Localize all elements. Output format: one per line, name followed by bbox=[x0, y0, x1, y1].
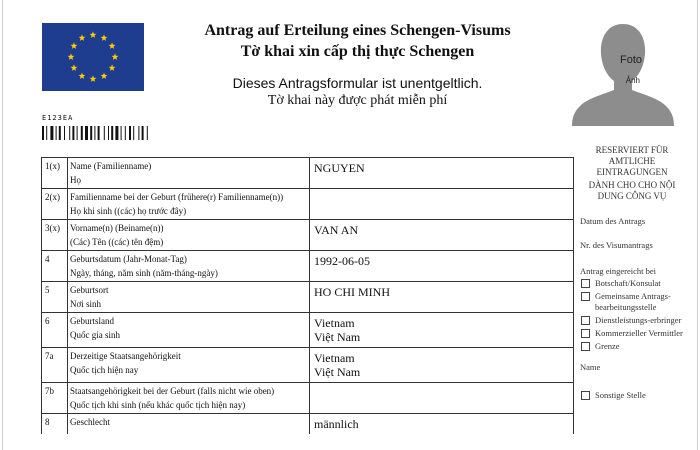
page-edge-right bbox=[697, 0, 698, 450]
field-label bbox=[68, 383, 310, 413]
photo-placeholder bbox=[570, 18, 676, 126]
eu-stars-icon bbox=[42, 23, 144, 91]
form-row bbox=[42, 282, 573, 313]
field-label-german: Geburtsdatum (Jahr-Monat-Tag) bbox=[70, 254, 187, 264]
checkbox[interactable] bbox=[581, 279, 590, 288]
photo-label-german: Foto bbox=[619, 54, 642, 66]
field-value[interactable] bbox=[310, 220, 573, 250]
eu-star-icon bbox=[79, 72, 86, 79]
field-label-german: Geschlecht bbox=[70, 417, 110, 427]
application-form-table bbox=[41, 157, 574, 434]
field-value-line: männlich bbox=[314, 417, 359, 431]
form-row bbox=[42, 158, 573, 189]
free-notice-vietnamese: Tờ khai này được phát miễn phí bbox=[267, 93, 448, 108]
field-label bbox=[68, 414, 310, 434]
field-number: 4 bbox=[42, 251, 68, 281]
form-row bbox=[42, 383, 573, 414]
visa-application-number-label: Nr. des Visumantrags bbox=[580, 240, 653, 250]
person-silhouette-icon bbox=[570, 18, 676, 126]
field-value-line: HO CHI MINH bbox=[314, 285, 390, 299]
field-label bbox=[68, 282, 310, 312]
submitted-at-options bbox=[580, 278, 684, 352]
submitted-at-option[interactable] bbox=[580, 341, 684, 352]
field-value[interactable] bbox=[310, 414, 573, 434]
eu-flag bbox=[42, 23, 144, 91]
field-label-german: Geburtsort bbox=[70, 285, 109, 295]
title-vietnamese: Tờ khai xin cấp thị thực Schengen bbox=[240, 43, 475, 60]
other-office-option[interactable] bbox=[580, 390, 684, 401]
field-label-german: Familienname bei der Geburt (frühere(r) Familienname(n)) bbox=[70, 192, 284, 202]
option-label: Dienstleistungs-erbringer bbox=[595, 315, 682, 325]
submitted-at-option[interactable] bbox=[580, 315, 684, 326]
field-number: 5 bbox=[42, 282, 68, 312]
form-row bbox=[42, 348, 573, 383]
page-edge-left bbox=[2, 0, 3, 450]
field-label bbox=[68, 220, 310, 250]
field-value-line: Việt Nam bbox=[314, 365, 361, 379]
eu-star-icon bbox=[112, 53, 119, 60]
checkbox[interactable] bbox=[581, 329, 590, 338]
eu-star-icon bbox=[90, 31, 97, 38]
field-value[interactable] bbox=[310, 158, 573, 188]
field-number: 8 bbox=[42, 414, 68, 434]
field-number: 2(x) bbox=[42, 189, 68, 219]
field-value[interactable] bbox=[310, 282, 573, 312]
field-number: 7b bbox=[42, 383, 68, 413]
eu-star-icon bbox=[90, 75, 97, 82]
field-value[interactable] bbox=[310, 383, 573, 413]
submitted-at-option[interactable] bbox=[580, 328, 684, 339]
eu-star-icon bbox=[71, 42, 78, 49]
field-label bbox=[68, 348, 310, 382]
field-number: 1(x) bbox=[42, 158, 68, 188]
field-label-vietnamese: Quốc tịch hiện nay bbox=[70, 365, 139, 375]
field-label-german: Vorname(n) (Beiname(n)) bbox=[70, 223, 164, 233]
option-label: Botschaft/Konsulat bbox=[595, 278, 661, 288]
form-row bbox=[42, 414, 573, 434]
other-office-label: Sonstige Stelle bbox=[595, 390, 646, 400]
eu-star-icon bbox=[109, 42, 116, 49]
free-notice-german: Dieses Antragsformular ist unentgeltlich. bbox=[232, 75, 483, 91]
eu-star-icon bbox=[101, 72, 108, 79]
form-row bbox=[42, 313, 573, 348]
photo-label-vietnamese: Ảnh bbox=[625, 76, 640, 85]
application-date-label: Datum des Antrags bbox=[580, 216, 646, 226]
form-row bbox=[42, 189, 573, 220]
field-label bbox=[68, 251, 310, 281]
field-value-line: Việt Nam bbox=[314, 330, 361, 344]
eu-star-icon bbox=[71, 64, 78, 71]
field-number: 6 bbox=[42, 313, 68, 347]
field-label-vietnamese: Họ bbox=[70, 175, 81, 185]
field-value-line: Vietnam bbox=[314, 316, 355, 330]
checkbox[interactable] bbox=[581, 292, 590, 301]
form-row bbox=[42, 251, 573, 282]
field-value[interactable] bbox=[310, 251, 573, 281]
checkbox-other-office[interactable] bbox=[581, 391, 590, 400]
field-label-german: Name (Familienname) bbox=[70, 161, 152, 171]
form-row bbox=[42, 220, 573, 251]
form-header bbox=[175, 20, 540, 110]
eu-star-icon bbox=[79, 34, 86, 41]
field-label bbox=[68, 189, 310, 219]
field-label-vietnamese: Ngày, tháng, năm sinh (năm-tháng-ngày) bbox=[70, 268, 218, 278]
reserved-label-vietnamese: DÀNH CHO CHO NỘI DUNG CÔNG VỤ bbox=[588, 180, 676, 201]
field-value-line: Vietnam bbox=[314, 351, 355, 365]
checkbox[interactable] bbox=[581, 316, 590, 325]
field-label bbox=[68, 313, 310, 347]
option-label: Gemeinsame Antrags-bearbeitungsstelle bbox=[595, 291, 671, 312]
submitted-at-option[interactable] bbox=[580, 291, 684, 313]
checkbox[interactable] bbox=[581, 342, 590, 351]
field-label-german: Staatsangehörigkeit bei der Geburt (falls nicht wie oben) bbox=[70, 386, 275, 396]
official-use-sidebar bbox=[580, 145, 684, 401]
option-label: Kommerzieller Vermittler bbox=[595, 328, 683, 338]
field-label-german: Derzeitige Staatsangehörigkeit bbox=[70, 351, 181, 361]
field-label-vietnamese: Họ khi sinh ((các) họ trước đây) bbox=[70, 206, 187, 216]
field-number: 7a bbox=[42, 348, 68, 382]
field-label-vietnamese: Nơi sinh bbox=[70, 299, 102, 309]
field-value-line: 1992-06-05 bbox=[314, 254, 370, 268]
barcode-text: E123EA bbox=[42, 114, 74, 122]
field-label-vietnamese: Quốc tịch khi sinh (nếu khác quốc tịch hiện nay) bbox=[70, 400, 246, 410]
submitted-at-option[interactable] bbox=[580, 278, 684, 289]
eu-star-icon bbox=[101, 34, 108, 41]
field-number: 3(x) bbox=[42, 220, 68, 250]
field-value[interactable] bbox=[310, 189, 573, 219]
field-value-line: NGUYEN bbox=[314, 161, 365, 175]
submitted-at-label: Antrag eingereicht bei bbox=[580, 266, 656, 276]
field-label-german: Geburtsland bbox=[70, 316, 114, 326]
eu-star-icon bbox=[68, 53, 75, 60]
field-value-line: VAN AN bbox=[314, 223, 359, 237]
field-label-vietnamese: Quốc gia sinh bbox=[70, 330, 120, 340]
field-label-vietnamese: (Các) Tên ((các) tên đệm) bbox=[70, 237, 164, 247]
field-value[interactable] bbox=[310, 348, 573, 382]
reserved-label-german: RESERVIERT FÜR AMTLICHE EINTRAGUNGEN bbox=[595, 145, 669, 177]
field-value[interactable] bbox=[310, 313, 573, 347]
title-german: Antrag auf Erteilung eines Schengen-Visums bbox=[204, 22, 511, 39]
barcode bbox=[42, 126, 202, 140]
field-label bbox=[68, 158, 310, 188]
eu-star-icon bbox=[109, 64, 116, 71]
name-label: Name bbox=[580, 362, 601, 372]
option-label: Grenze bbox=[595, 341, 620, 351]
